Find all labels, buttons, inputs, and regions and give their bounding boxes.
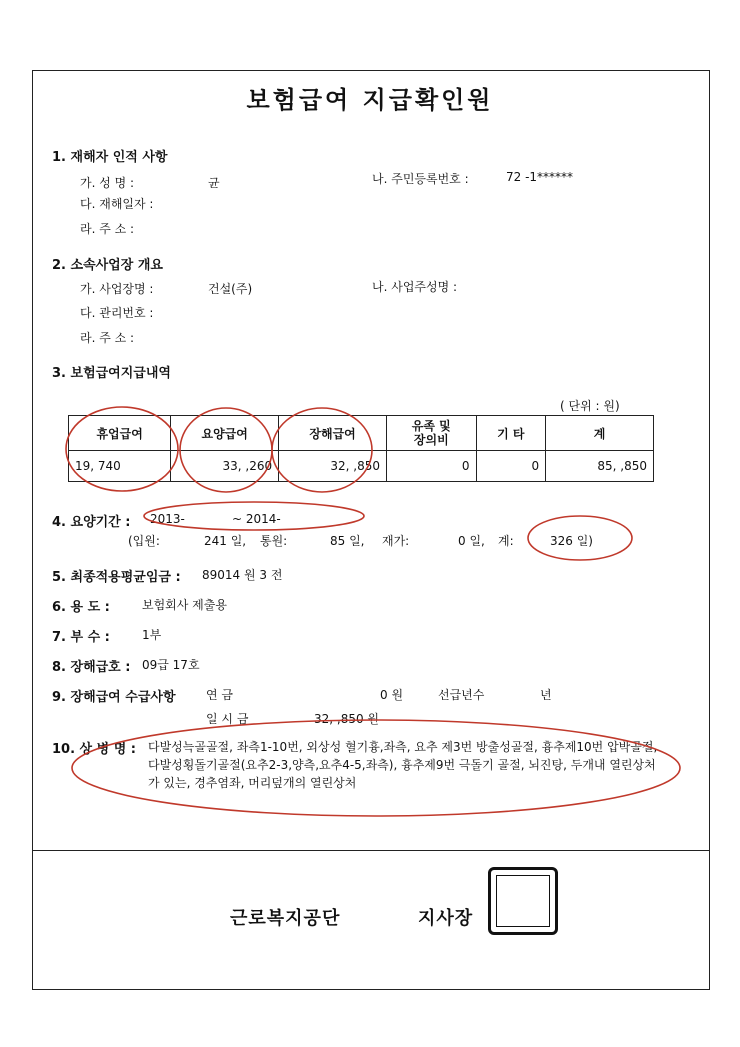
address1-label: 라. 주 소 : [80, 222, 135, 236]
advance-label: 선급년수 [438, 688, 485, 702]
value-medical: 33, ,260 [171, 451, 279, 482]
workplace-value: 건설(주) [208, 282, 253, 296]
header-disability: 장해급여 [279, 416, 387, 451]
accident-date-label: 다. 재해일자 : [80, 197, 154, 211]
circle-total-days [528, 516, 632, 560]
section1-heading: 1. 재해자 인적 사항 [52, 150, 168, 165]
lump-sum-value: 32, ,850 원 [314, 712, 380, 726]
diagnosis-text: 다발성늑골골절, 좌측1-10번, 외상성 혈기흉,좌측, 요추 제3번 방출성골절, 흉추제10번 압박골절, 다발성횡돌기골절(요추2-3,양측,요추4-5,좌측), 흉추제9번 극돌기 골절, 뇌진탕, 두개내 열린상처가 있는, 경추염좌, 머리덮개의 열린상처 [148, 740, 658, 790]
section10-heading: 10. 상 병 명 : [52, 742, 137, 757]
unit-label: ( 단위 : 원) [560, 399, 620, 413]
section4-heading: 4. 요양기간 : [52, 515, 131, 530]
breakdown-prefix: (입원: [128, 534, 160, 548]
total-days: 326 일) [550, 534, 593, 548]
org-name: 근로복지공단 [230, 908, 341, 929]
address2-label: 라. 주 소 : [80, 331, 135, 345]
copies-value: 1부 [142, 628, 162, 642]
section2-heading: 2. 소속사업장 개요 [52, 258, 163, 273]
disability-grade-value: 09급 17호 [142, 658, 200, 672]
purpose-value: 보험회사 제출용 [142, 598, 227, 612]
signatory-role: 지사장 [418, 908, 474, 929]
pension-value: 0 원 [380, 688, 404, 702]
mgmt-no-label: 다. 관리번호 : [80, 306, 154, 320]
circle-medical [180, 408, 272, 492]
circle-period [144, 502, 364, 530]
name-value: 균 [208, 176, 220, 190]
workplace-label: 가. 사업장명 : [80, 282, 154, 296]
header-total: 계 [546, 416, 654, 451]
value-survivor: 0 [387, 451, 477, 482]
header-medical: 요양급여 [171, 416, 279, 451]
home-days: 0 일, [458, 534, 485, 548]
header-sick-leave: 휴업급여 [69, 416, 171, 451]
id-label: 나. 주민등록번호 : [372, 172, 469, 186]
name-label: 가. 성 명 : [80, 176, 135, 190]
avg-wage-value: 89014 원 3 전 [202, 568, 283, 582]
inpatient-days: 241 일, [204, 534, 247, 548]
section6-heading: 6. 용 도 : [52, 600, 110, 615]
circle-diagnosis [72, 720, 680, 816]
circle-disability [272, 408, 372, 492]
value-disability: 32, ,850 [279, 451, 387, 482]
period-end: ~ 2014- [232, 512, 281, 526]
document-title: 보험급여 지급확인원 [246, 86, 494, 114]
advance-unit: 년 [540, 688, 552, 702]
owner-label: 나. 사업주성명 : [372, 280, 458, 294]
outpatient-days: 85 일, [330, 534, 365, 548]
header-survivor: 유족 및 장의비 [387, 416, 477, 451]
section8-heading: 8. 장해급호 : [52, 660, 131, 675]
value-sick-leave: 19, 740 [69, 451, 171, 482]
lump-sum-label: 일 시 금 [206, 712, 249, 726]
value-total: 85, ,850 [546, 451, 654, 482]
section5-heading: 5. 최종적용평균임금 : [52, 570, 181, 585]
id-value: 72 -1****** [506, 170, 574, 184]
circle-sick-leave [66, 407, 178, 491]
pension-label: 연 금 [206, 688, 233, 702]
section9-heading: 9. 장해급여 수급사항 [52, 690, 176, 705]
home-label: 재가: [382, 534, 410, 548]
outpatient-label: 통원: [260, 534, 288, 548]
section7-heading: 7. 부 수 : [52, 630, 110, 645]
total-label: 계: [498, 534, 514, 548]
period-start: 2013- [150, 512, 185, 526]
value-other: 0 [476, 451, 546, 482]
section3-heading: 3. 보험급여지급내역 [52, 366, 171, 381]
header-other: 기 타 [476, 416, 546, 451]
